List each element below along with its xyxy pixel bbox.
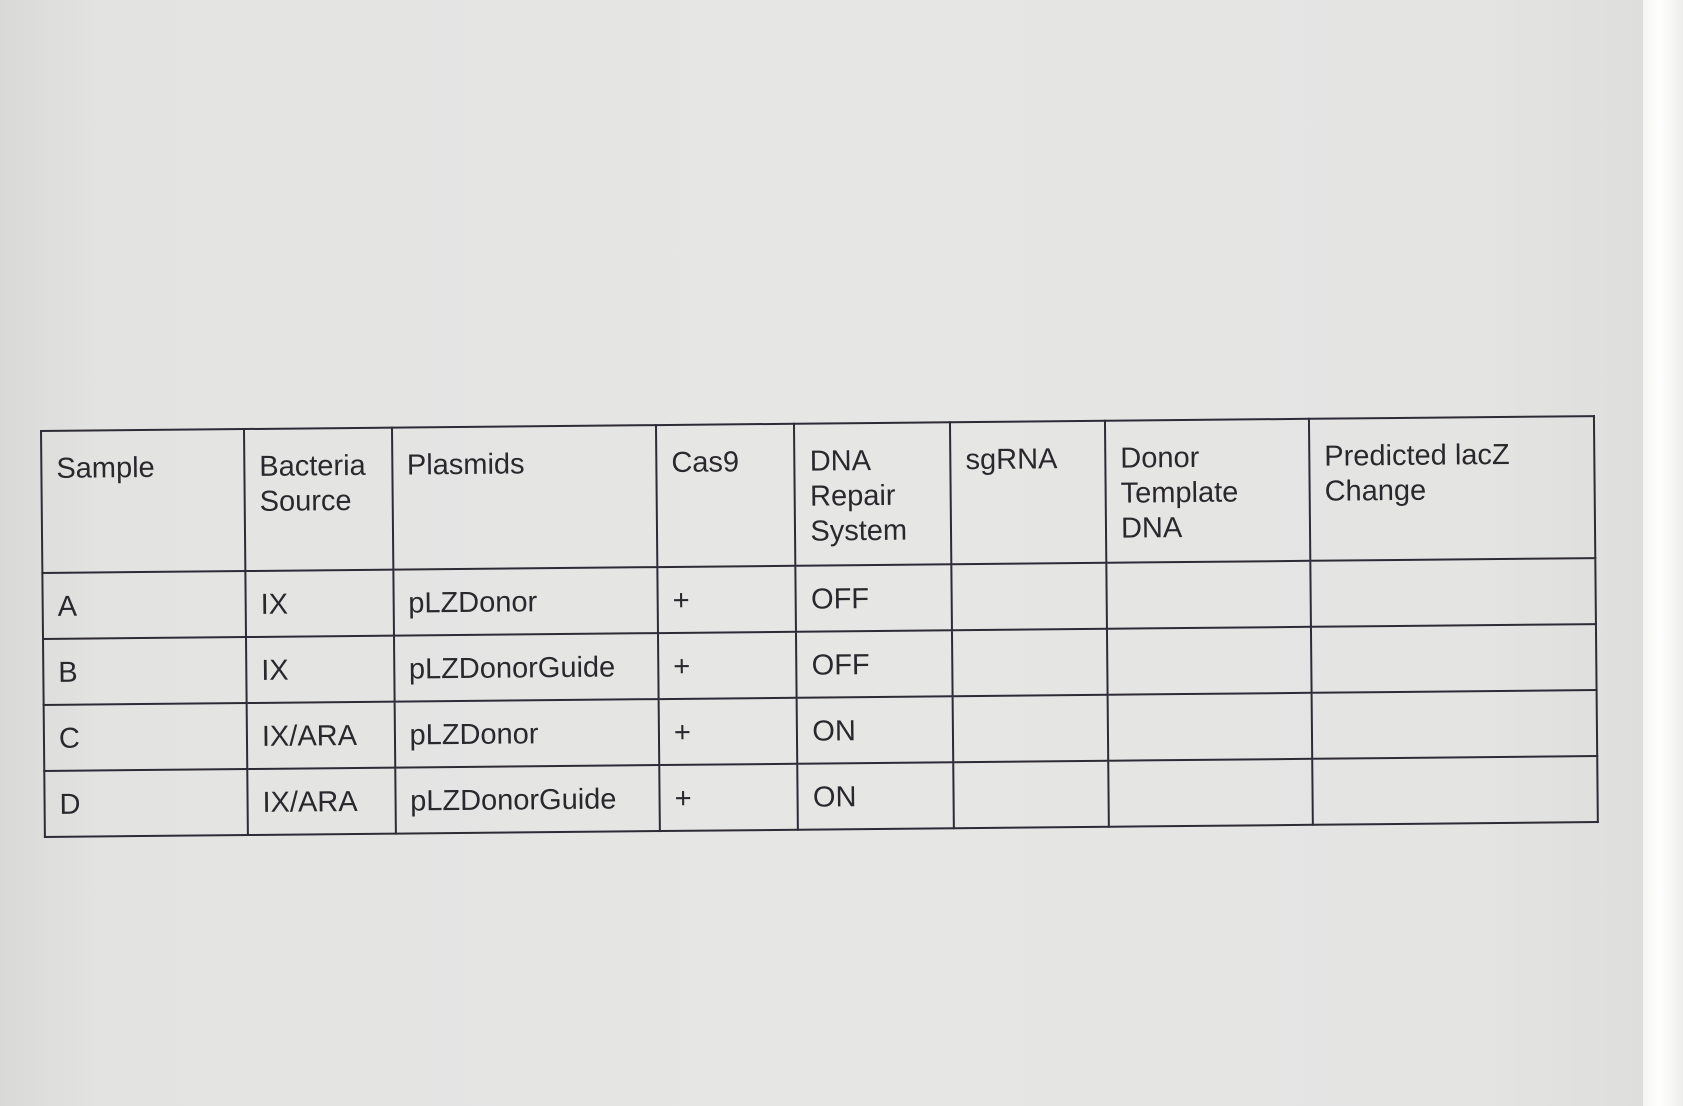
cell-dna-repair-system: OFF (796, 630, 952, 697)
header-predicted-lacz-change: Predicted lacZ Change (1309, 416, 1595, 561)
cell-sample: C (44, 703, 248, 771)
cell-bacteria-source: IX/ARA (247, 702, 395, 769)
cell-donor-template-dna[interactable] (1106, 561, 1311, 629)
cell-sgrna[interactable] (952, 629, 1107, 696)
cell-dna-repair-system: ON (797, 696, 953, 763)
cell-cas9: + (657, 566, 796, 633)
cell-plasmids: pLZDonor (393, 567, 658, 636)
header-donor-template-dna: Donor Template DNA (1105, 419, 1310, 563)
cell-plasmids: pLZDonorGuide (395, 765, 660, 834)
cell-cas9: + (659, 764, 798, 831)
cell-donor-template-dna[interactable] (1108, 693, 1313, 761)
cell-sample: A (42, 571, 246, 639)
cell-sgrna[interactable] (952, 563, 1107, 630)
cell-cas9: + (658, 632, 797, 699)
cell-sample: D (44, 769, 248, 837)
table-container (40, 415, 1599, 838)
cell-cas9: + (659, 698, 798, 765)
cell-predicted-lacz-change[interactable] (1312, 690, 1598, 759)
header-plasmids: Plasmids (392, 425, 658, 570)
header-bacteria-source: Bacteria Source (244, 428, 393, 571)
header-sgrna: sgRNA (950, 421, 1106, 564)
screen-bezel-edge (1643, 0, 1683, 1106)
cell-sample: B (43, 637, 247, 705)
cell-donor-template-dna[interactable] (1107, 627, 1312, 695)
cell-bacteria-source: IX/ARA (247, 768, 395, 835)
cell-predicted-lacz-change[interactable] (1312, 756, 1598, 825)
cell-sgrna[interactable] (953, 761, 1108, 828)
experiment-table (40, 415, 1599, 838)
header-sample: Sample (41, 429, 245, 573)
cell-dna-repair-system: OFF (796, 564, 952, 631)
cell-predicted-lacz-change[interactable] (1310, 558, 1596, 627)
cell-dna-repair-system: ON (798, 762, 954, 829)
cell-sgrna[interactable] (953, 695, 1108, 762)
table-header-row (41, 416, 1595, 573)
cell-bacteria-source: IX (246, 636, 394, 703)
cell-bacteria-source: IX (245, 570, 393, 637)
header-cas9: Cas9 (656, 424, 796, 567)
header-dna-repair-system: DNA Repair System (794, 422, 951, 565)
table-row (44, 756, 1598, 837)
cell-plasmids: pLZDonor (394, 699, 659, 768)
cell-donor-template-dna[interactable] (1108, 759, 1313, 827)
cell-predicted-lacz-change[interactable] (1311, 624, 1597, 693)
cell-plasmids: pLZDonorGuide (394, 633, 659, 702)
